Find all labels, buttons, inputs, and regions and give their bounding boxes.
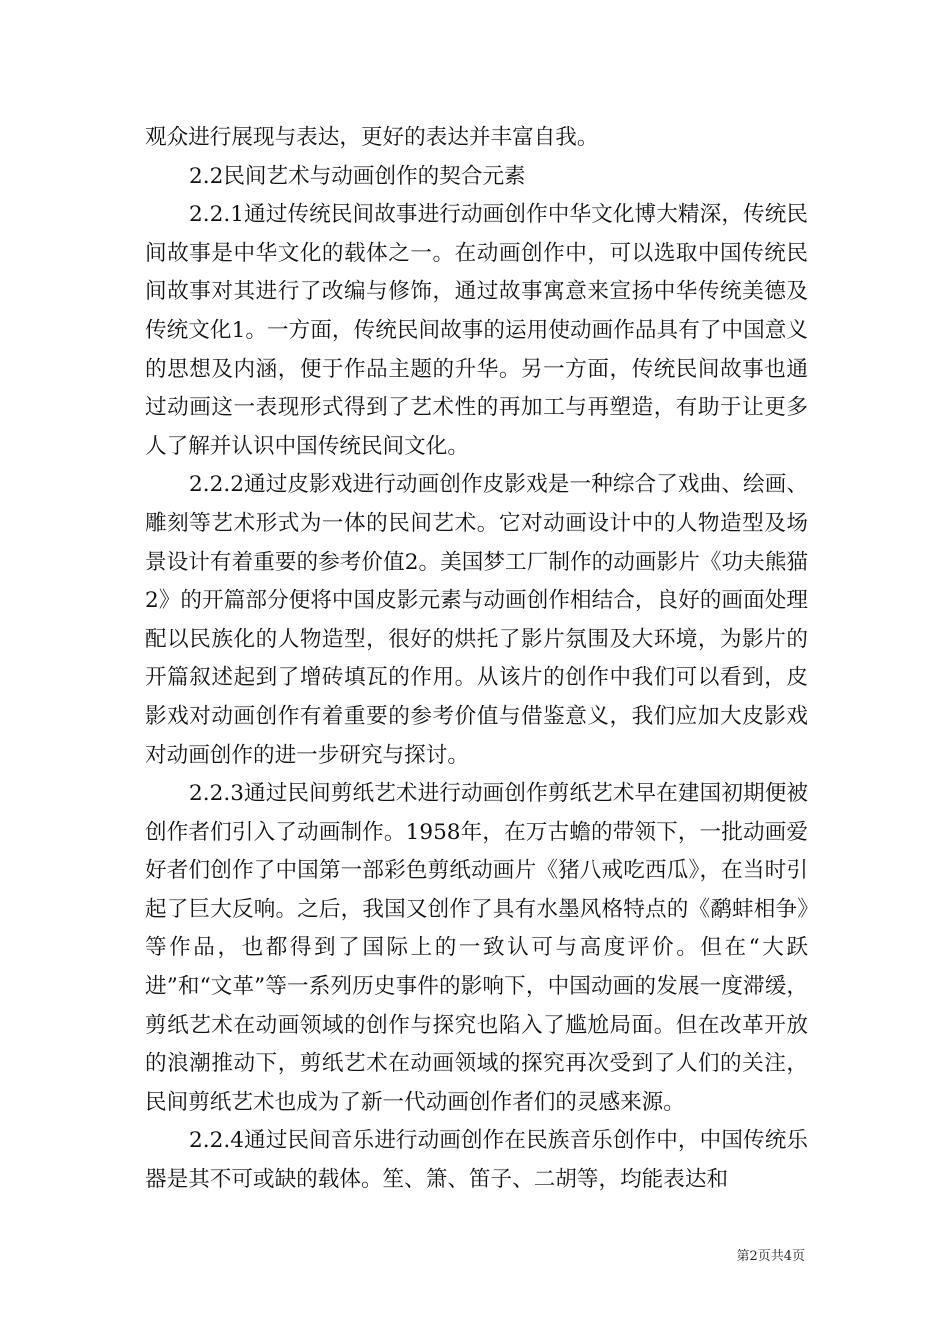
paragraph-folk-stories: 2.2.1通过传统民间故事进行动画创作中华文化博大精深，传统民间故事是中华文化的载体之一。在动画创作中，可以选取中国传统民间故事对其进行了改编与修饰，通过故事寓意来宣扬中华传统美德及传统文化1。一方面，传统民间故事的运用使动画作品具有了中国意义的思想及内涵，便于作品主题的升华。另一方面，传统民间故事也通过动画这一表现形式得到了艺术性的再加工与再塑造，有助于让更多人了解并认识中国传统民间文化。: [145, 202, 808, 459]
paragraph-paper-cutting: 2.2.3通过民间剪纸艺术进行动画创作剪纸艺术早在建国初期便被创作者们引入了动画制作。1958年，在万古蟾的带领下，一批动画爱好者们创作了中国第一部彩色剪纸动画片《猪八戒吃西瓜》，在当时引起了巨大反响。之后，我国又创作了具有水墨风格特点的《鹬蚌相争》等作品，也都得到了国际上的一致认可与高度评价。但在“大跃进”和“文革”等一系列历史事件的影响下，中国动画的发展一度滞缓，剪纸艺术在动画领域的创作与探究也陷入了尴尬局面。但在改革开放的浪潮推动下，剪纸艺术在动画领域的探究再次受到了人们的关注，民间剪纸艺术也成为了新一代动画创作者们的灵感来源。: [145, 781, 808, 1115]
page-number: 第2页共4页: [736, 1249, 805, 1264]
section-heading: 2.2民间艺术与动画创作的契合元素: [189, 163, 526, 189]
paragraph-folk-music: 2.2.4通过民间音乐进行动画创作在民族音乐创作中，中国传统乐器是其不可或缺的载体。笙、箫、笛子、二胡等，均能表达和: [145, 1128, 808, 1193]
paragraph-continuation: 观众进行展现与表达，更好的表达并丰富自我。: [145, 125, 599, 150]
document-body: [145, 119, 808, 1200]
paragraph-shadow-play: 2.2.2通过皮影戏进行动画创作皮影戏是一种综合了戏曲、绘画、雕刻等艺术形式为一体的民间艺术。它对动画设计中的人物造型及场景设计有着重要的参考价值2。美国梦工厂制作的动画影片《功夫熊猫2》的开篇部分便将中国皮影元素与动画创作相结合，良好的画面处理配以民族化的人物造型，很好的烘托了影片氛围及大环境，为影片的开篇叙述起到了增砖填瓦的作用。从该片的创作中我们可以看到，皮影戏对动画创作有着重要的参考价值与借鉴意义，我们应加大皮影戏对动画创作的进一步研究与探讨。: [145, 472, 808, 768]
